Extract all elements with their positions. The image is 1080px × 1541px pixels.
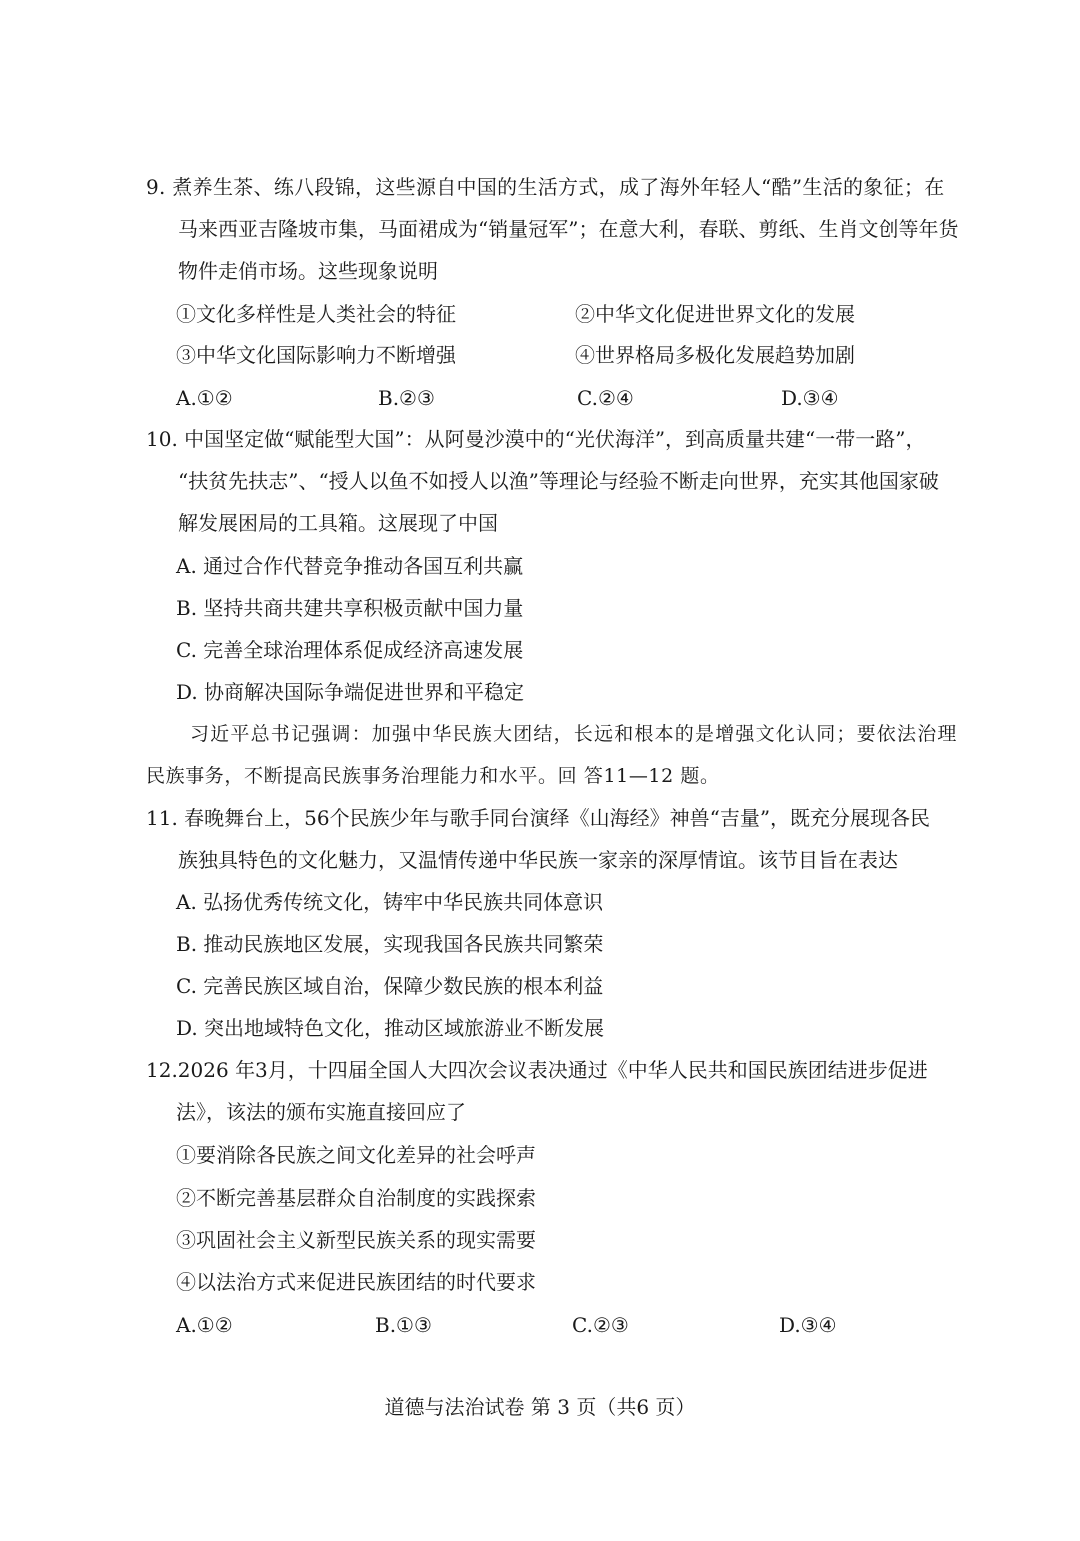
q12-statement-3: ③巩固社会主义新型民族关系的现实需要 [176, 1228, 536, 1252]
q10-choice-c: C. 完善全球治理体系促成经济高速发展 [176, 638, 524, 662]
q9-stem-line-1: 9. 煮养生茶、练八段锦，这些源自中国的生活方式，成了海外年轻人“酷”生活的象征；在 [146, 175, 945, 199]
q12-choice-b: B.①③ [375, 1313, 432, 1337]
passage-line-1: 习近平总书记强调：加强中华民族大团结，长远和根本的是增强文化认同；要依法治理 [190, 723, 958, 745]
q10-choice-d: D. 协商解决国际争端促进世界和平稳定 [176, 680, 525, 704]
q12-stem-line-2: 法》，该法的颁布实施直接回应了 [176, 1100, 466, 1124]
q9-choice-b: B.②③ [378, 386, 435, 410]
q12-statement-2: ②不断完善基层群众自治制度的实践探索 [176, 1186, 536, 1210]
q11-stem-line-2: 族独具特色的文化魅力，又温情传递中华民族一家亲的深厚情谊。该节目旨在表达 [178, 848, 898, 872]
q10-stem-line-1: 10. 中国坚定做“赋能型大国”：从阿曼沙漠中的“光伏海洋”，到高质量共建“一带一路”， [146, 427, 926, 451]
q12-choice-c: C.②③ [572, 1313, 629, 1337]
q10-choice-b: B. 坚持共商共建共享积极贡献中国力量 [176, 596, 524, 620]
q12-statement-4: ④以法治方式来促进民族团结的时代要求 [176, 1270, 536, 1294]
q9-choice-d: D.③④ [781, 386, 839, 410]
q11-choice-a: A. 弘扬优秀传统文化，铸牢中华民族共同体意识 [176, 890, 604, 914]
q9-choice-a: A.①② [176, 386, 233, 410]
q9-statement-3: ③中华文化国际影响力不断增强 [176, 343, 456, 367]
q9-statement-4: ④世界格局多极化发展趋势加剧 [575, 343, 855, 367]
q11-stem-line-1: 11. 春晚舞台上，56个民族少年与歌手同台演绎《山海经》神兽“吉量”，既充分展现各民 [146, 806, 931, 830]
q11-choice-b: B. 推动民族地区发展，实现我国各民族共同繁荣 [176, 932, 604, 956]
q10-stem-line-3: 解发展困局的工具箱。这展现了中国 [178, 511, 498, 535]
q11-choice-c: C. 完善民族区域自治，保障少数民族的根本利益 [176, 974, 604, 998]
q9-stem-line-3: 物件走俏市场。这些现象说明 [178, 259, 438, 283]
q9-stem-line-2: 马来西亚吉隆坡市集，马面裙成为“销量冠军”；在意大利，春联、剪纸、生肖文创等年货 [178, 217, 959, 241]
q12-stem-line-1: 12.2026 年3月，十四届全国人大四次会议表决通过《中华人民共和国民族团结进步促进 [146, 1058, 928, 1082]
q10-choice-a: A. 通过合作代替竞争推动各国互利共赢 [176, 554, 524, 578]
q9-statement-2: ②中华文化促进世界文化的发展 [575, 302, 855, 326]
page-footer: 道德与法治试卷 第 3 页（共6 页） [384, 1395, 696, 1419]
passage-line-2: 民族事务，不断提高民族事务治理能力和水平。回 答11—12 题。 [146, 765, 720, 787]
q12-choice-d: D.③④ [779, 1313, 837, 1337]
q10-stem-line-2: “扶贫先扶志”、“授人以鱼不如授人以渔”等理论与经验不断走向世界，充实其他国家破 [178, 469, 939, 493]
q9-choice-c: C.②④ [577, 386, 634, 410]
q12-statement-1: ①要消除各民族之间文化差异的社会呼声 [176, 1143, 536, 1167]
q9-statement-1: ①文化多样性是人类社会的特征 [176, 302, 456, 326]
q11-choice-d: D. 突出地域特色文化，推动区域旅游业不断发展 [176, 1016, 605, 1040]
q12-choice-a: A.①② [176, 1313, 233, 1337]
